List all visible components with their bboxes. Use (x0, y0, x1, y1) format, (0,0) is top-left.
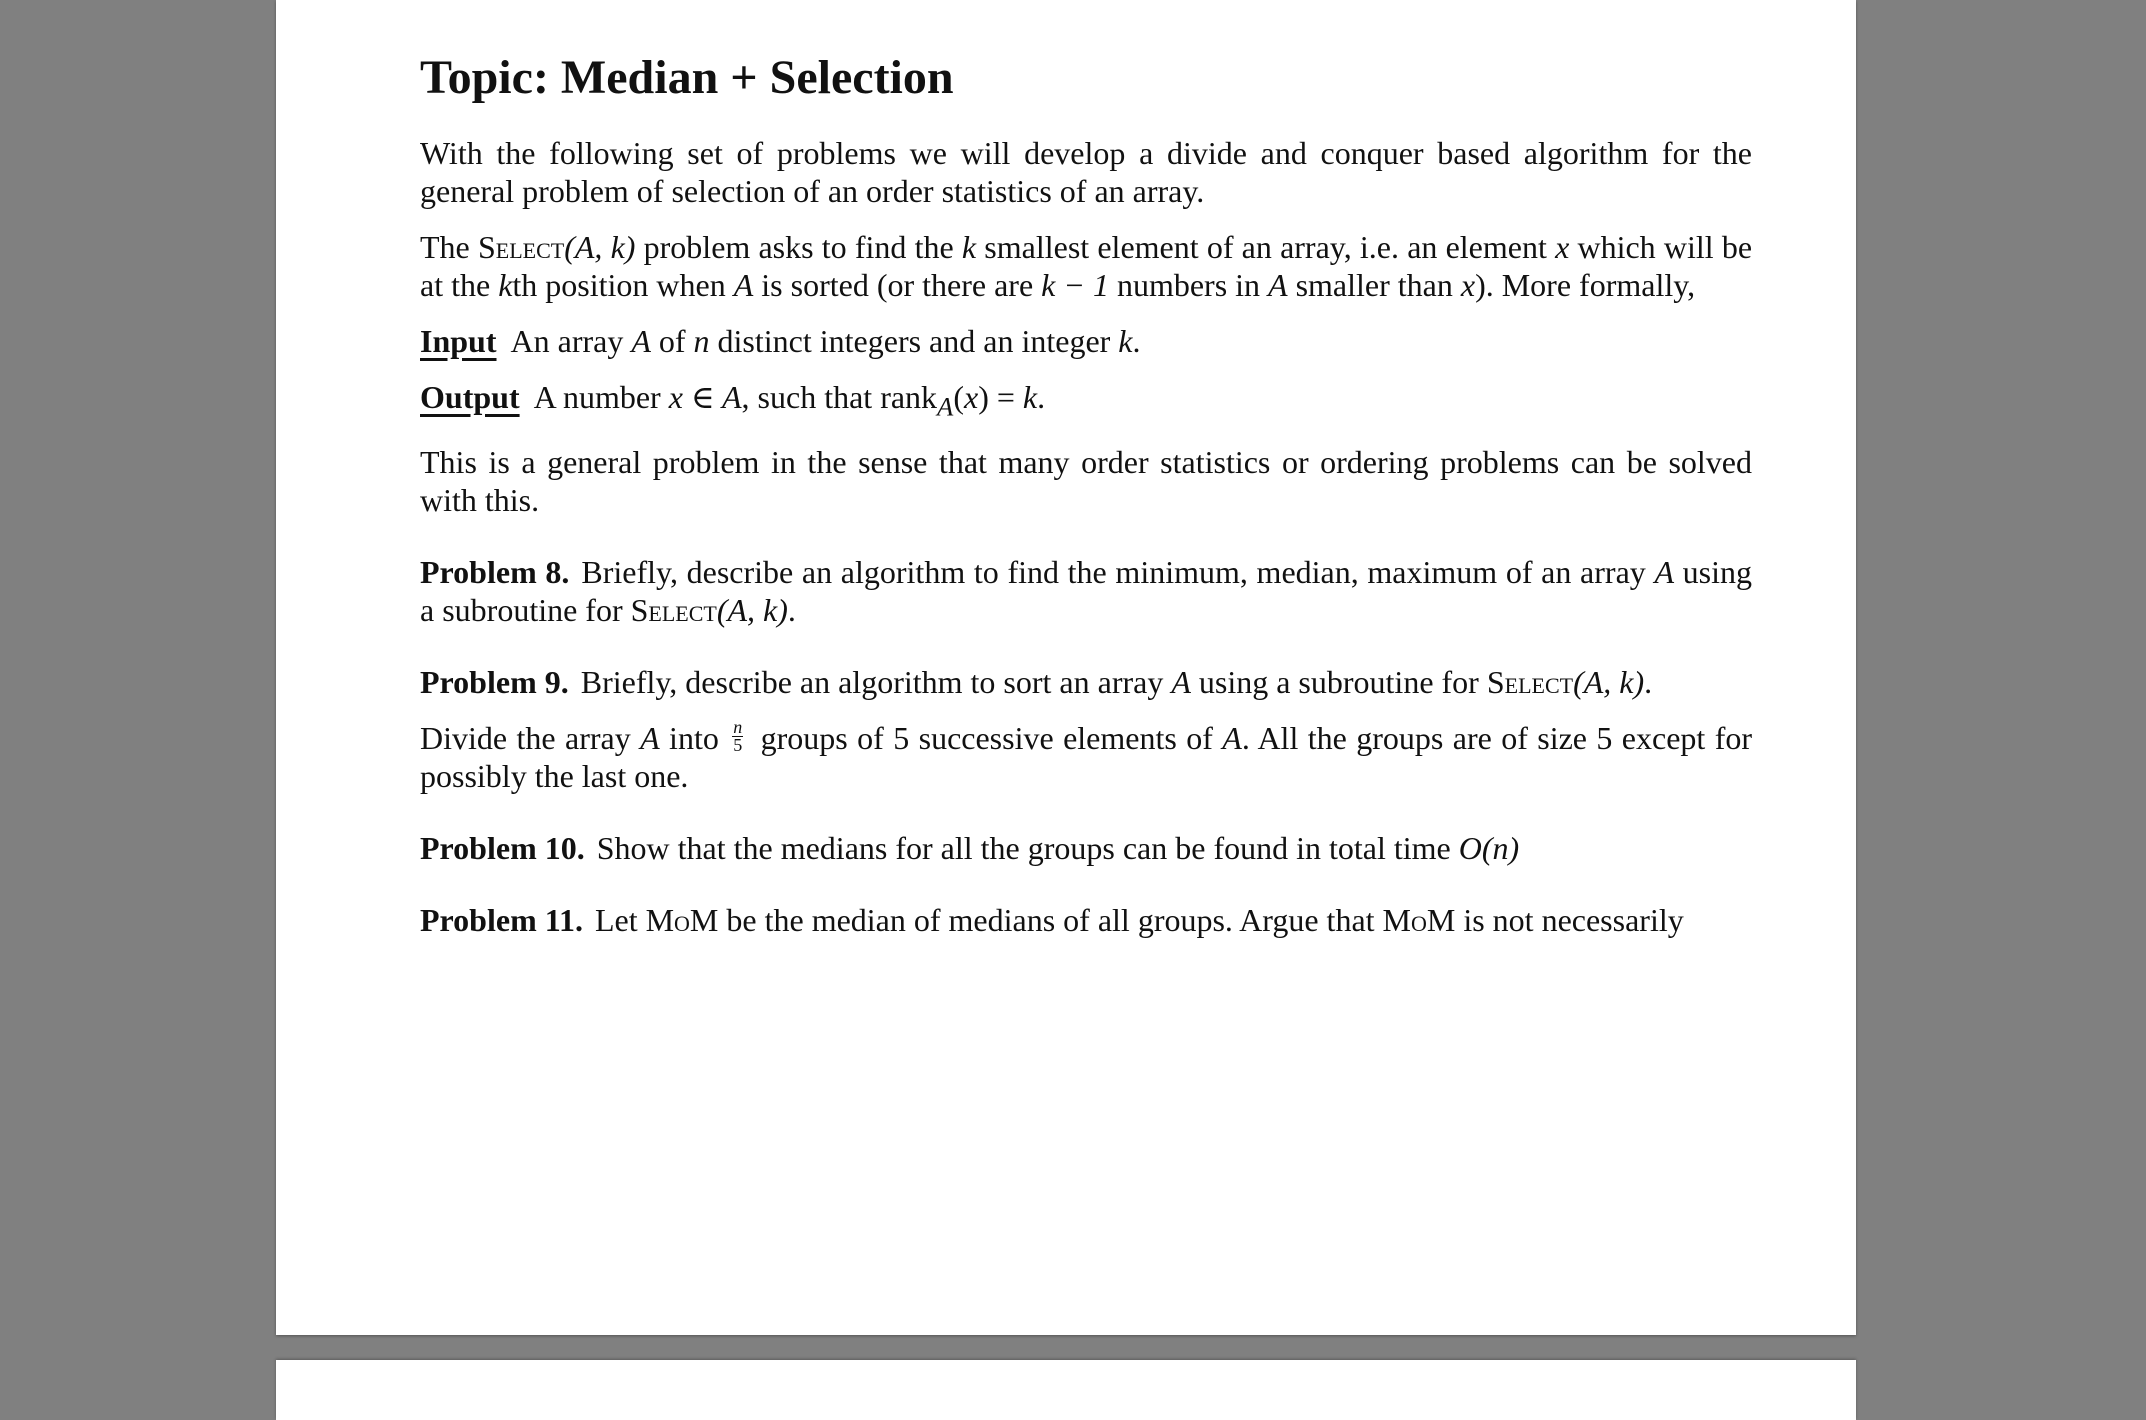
text-span: . (787, 592, 796, 629)
math: (A, k) (716, 592, 788, 629)
text-span: . (1037, 379, 1046, 415)
text-span: of (650, 323, 694, 359)
text-span: into (659, 720, 729, 757)
math: x ∈ A (668, 379, 742, 415)
page-title: Topic: Median + Selection (420, 51, 954, 104)
math: A (1222, 720, 1242, 757)
mom-name: MoM (645, 902, 719, 939)
math: A (1268, 267, 1288, 303)
math-subscript: A (937, 391, 954, 422)
text-span: ). More formally, (1475, 267, 1696, 303)
math: A (1654, 554, 1674, 591)
math: x (1555, 229, 1570, 265)
text-span: th position when (512, 267, 734, 303)
text-span: smaller than (1287, 267, 1461, 303)
math: A (640, 720, 660, 757)
text-span: The (420, 229, 478, 265)
text-span: be the median of medians of all groups. Argue that (718, 902, 1383, 939)
math: O(n) (1458, 830, 1520, 867)
math: k (1022, 379, 1038, 415)
divide-paragraph (420, 719, 1752, 795)
input-spec (420, 322, 1752, 360)
output-label: Output (420, 379, 520, 415)
math: k − 1 (1041, 267, 1109, 303)
problem-label: Problem 8. (420, 554, 570, 591)
text-span: . (1132, 323, 1141, 359)
select-definition (420, 228, 1752, 304)
math: A (1171, 664, 1191, 701)
math: k (498, 267, 513, 303)
text-span: ) = (978, 379, 1023, 415)
text-span: Divide the array (420, 720, 641, 757)
intro-paragraph: With the following set of problems we will develop a divide and conquer based algorithm for the general problem of selection of an order statistics of an array. (420, 135, 1752, 209)
math: (A, k) (564, 229, 636, 265)
text-span: using a subroutine for (420, 554, 1752, 629)
problem-8 (420, 553, 1752, 629)
text-span: numbers in (1108, 267, 1269, 303)
text-span: groups of 5 successive elements of (751, 720, 1223, 757)
math: A (631, 323, 651, 359)
fraction-numerator: n (733, 717, 743, 738)
text-span: smallest element of an array, i.e. an element (976, 229, 1556, 265)
output-spec (420, 378, 1752, 425)
text-span: which will be at the (420, 229, 1753, 303)
text-span: A number (533, 379, 669, 415)
text-span: is not necessarily (1455, 902, 1684, 939)
select-name: Select (477, 229, 565, 265)
input-label: Input (420, 323, 497, 359)
math: n (693, 323, 710, 359)
fraction-denominator: 5 (733, 735, 743, 756)
problem-11 (420, 901, 1752, 939)
math: x (964, 379, 979, 415)
math: (A, k) (1573, 664, 1645, 701)
text-span: , such that rank (741, 379, 938, 415)
math: x (1460, 267, 1476, 303)
text-span: Let (594, 902, 646, 939)
math: k (961, 229, 977, 265)
text-span: Briefly, describe an algorithm to sort an array (580, 664, 1172, 701)
text-span: An array (510, 323, 632, 359)
text-span: is sorted (or there are (753, 267, 1042, 303)
text-span: Show that the medians for all the groups can be found in total time (596, 830, 1459, 867)
text-span: ( (953, 379, 964, 415)
text-span: using a subroutine for (1190, 664, 1487, 701)
math: k (1118, 323, 1133, 359)
problem-10 (420, 829, 1752, 867)
text-span: Briefly, describe an algorithm to find the minimum, median, maximum of an array (581, 554, 1655, 591)
next-page (276, 1360, 1856, 1420)
text-span: . All the groups are of size 5 except for possibly the last one. (420, 720, 1753, 795)
problem-9 (420, 663, 1752, 701)
document-page (276, 0, 1856, 1335)
problem-label: Problem 9. (420, 664, 569, 701)
text-span: distinct integers and an integer (709, 323, 1119, 359)
problem-label: Problem 11. (420, 902, 583, 939)
select-name: Select (630, 592, 717, 629)
general-paragraph: This is a general problem in the sense that many order statistics or ordering problems can be solved with this. (420, 444, 1752, 519)
fraction (732, 719, 743, 754)
page-content (420, 48, 1752, 957)
problem-label: Problem 10. (420, 830, 585, 867)
select-name: Select (1486, 664, 1574, 701)
text-span: problem asks to find the (635, 229, 962, 265)
math: A (733, 267, 754, 303)
text-span: . (1644, 664, 1653, 701)
mom-name: MoM (1382, 902, 1456, 939)
